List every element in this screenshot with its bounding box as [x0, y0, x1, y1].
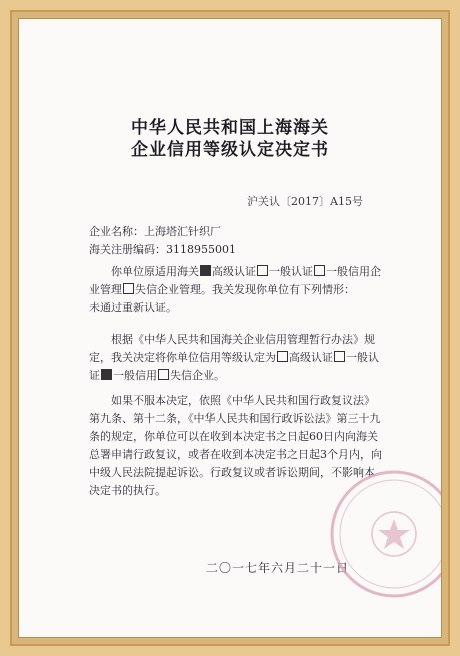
- para1-text-a: 你单位原适用海关: [111, 265, 199, 278]
- checkbox-empty: [123, 283, 134, 294]
- title-line-1: 中华人民共和国上海海关: [131, 118, 329, 138]
- para1-opt4: 失信企业管理。我关发现你单位有下列情形：: [135, 283, 355, 296]
- company-seal-stamp: [319, 459, 442, 609]
- paragraph-2: [89, 331, 383, 385]
- checkbox-checked: [101, 369, 112, 380]
- checkbox-empty: [257, 265, 268, 276]
- checkbox-empty: [334, 351, 345, 362]
- document-number: 沪关认〔2017〕A15号: [247, 195, 363, 208]
- para2-opt3: 一般信用: [113, 369, 157, 382]
- document-paper: [18, 18, 442, 638]
- checkbox-empty: [277, 351, 288, 362]
- checkbox-empty: [158, 369, 169, 380]
- checkbox-empty: [314, 265, 325, 276]
- para1-opt2: 一般认证: [269, 265, 313, 278]
- checkbox-checked: [200, 265, 211, 276]
- paragraph-1: [89, 263, 383, 317]
- title-line-2: 企业信用等级认定决定书: [131, 140, 329, 160]
- para1-opt1: 高级认证: [212, 265, 256, 278]
- para1-opt3: 一般信用: [326, 265, 370, 278]
- para2-text-a: 根据《中华人民共和国海关企业信用管理暂行办法》规定，我关决定将你单位信用等级认定为: [89, 333, 375, 364]
- para1-text-b: 企业管理: [89, 265, 381, 296]
- document-title: [19, 117, 441, 161]
- customs-code: 海关注册编码：3118955001: [89, 243, 236, 256]
- frame-border: [10, 10, 450, 646]
- paragraph-3: 如果不服本决定，依照《中华人民共和国行政复议法》第九条、第十二条，《中华人民共和国行政诉讼法》第三十九条的规定，你单位可以在收到本决定书之日起60日内向海关总署申请行政复议，或者在收到本决定书之日起3个月内，向中级人民法院提起诉讼。行政复议或者诉讼期间，不影响本决定书的执行。: [89, 394, 382, 497]
- issue-date: 二〇一七年六月二十一日: [205, 561, 349, 575]
- para2-opt1: 高级认证: [289, 351, 333, 364]
- para1-text-c: 未通过重新认证。: [89, 301, 177, 314]
- para2-opt4: 失信企业。: [170, 369, 225, 382]
- company-name: 企业名称：上海塔汇针织厂: [89, 225, 221, 238]
- para2-opt2: 一般认证: [89, 351, 379, 382]
